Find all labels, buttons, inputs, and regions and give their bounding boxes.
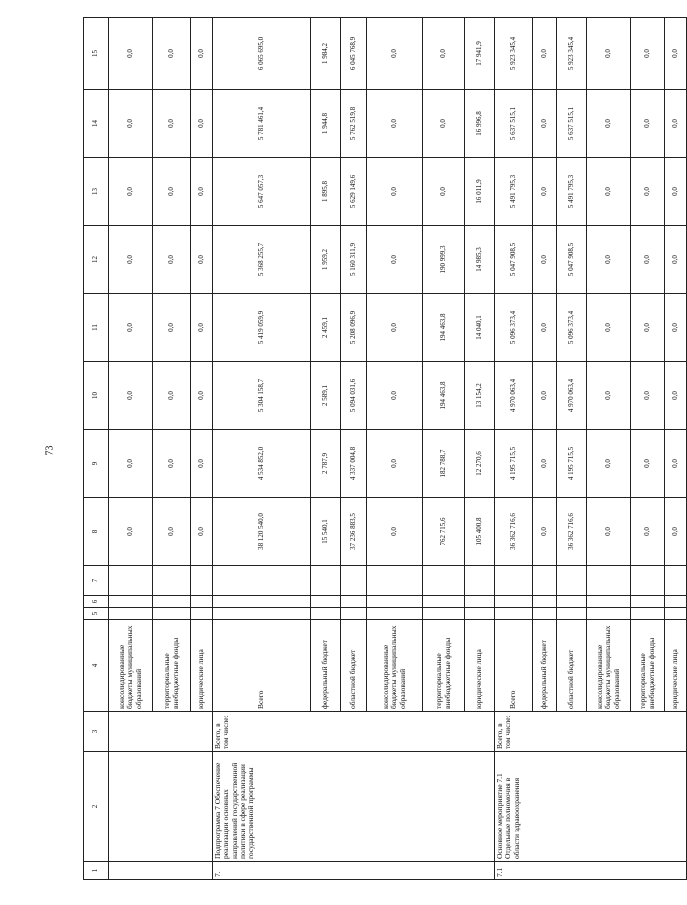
empty-cell xyxy=(533,608,557,620)
value-cell: 0,0 xyxy=(109,294,153,362)
funding-source-label: территориальные внебюджетные фонды xyxy=(631,620,665,712)
value-cell: 5 647 057,3 xyxy=(213,158,311,226)
value-cell: 5 096 373,4 xyxy=(557,294,587,362)
empty-cell xyxy=(557,608,587,620)
program-name: Подпрограмма 7 Обеспечение реализации основных направлений государственной политики в сфере реализации государственной программы xyxy=(213,752,495,862)
value-cell: 5 304 158,7 xyxy=(213,362,311,430)
empty-cell xyxy=(367,608,423,620)
value-cell: 0,0 xyxy=(109,430,153,498)
value-cell: 0,0 xyxy=(533,498,557,566)
empty-cell xyxy=(587,608,631,620)
value-cell: 0,0 xyxy=(533,90,557,158)
empty-cell xyxy=(341,566,367,596)
value-cell: 0,0 xyxy=(587,90,631,158)
value-cell: 36 362 716,6 xyxy=(495,498,533,566)
value-cell: 0,0 xyxy=(423,158,465,226)
column-header: 6 xyxy=(84,596,109,608)
empty-cell xyxy=(631,608,665,620)
value-cell: 0,0 xyxy=(109,362,153,430)
funding-source-label: консолидированные бюджеты муниципальных образований xyxy=(587,620,631,712)
value-cell: 182 788,7 xyxy=(423,430,465,498)
value-cell: 0,0 xyxy=(423,18,465,90)
value-cell: 0,0 xyxy=(533,226,557,294)
empty-cell xyxy=(213,596,311,608)
value-cell: 4 970 063,4 xyxy=(557,362,587,430)
value-cell: 15 540,1 xyxy=(311,498,341,566)
column-header: 4 xyxy=(84,620,109,712)
column-header: 8 xyxy=(84,498,109,566)
table-row xyxy=(495,18,533,880)
empty-cell xyxy=(311,566,341,596)
value-cell: 0,0 xyxy=(533,18,557,90)
funding-source-label: консолидированные бюджеты муниципальных образований xyxy=(109,620,153,712)
empty-cell xyxy=(109,596,153,608)
value-cell: 17 941,9 xyxy=(465,18,495,90)
value-cell: 762 715,6 xyxy=(423,498,465,566)
value-cell: 5 923 345,4 xyxy=(495,18,533,90)
funding-source-label: консолидированные бюджеты муниципальных образований xyxy=(367,620,423,712)
empty-cell xyxy=(311,608,341,620)
value-cell: 0,0 xyxy=(587,226,631,294)
value-cell: 2 459,1 xyxy=(311,294,341,362)
value-cell: 105 400,8 xyxy=(465,498,495,566)
value-cell: 6 065 695,0 xyxy=(213,18,311,90)
table-rotated xyxy=(83,18,680,880)
funding-source-label: Всего xyxy=(213,620,311,712)
value-cell: 0,0 xyxy=(631,430,665,498)
value-cell: 0,0 xyxy=(631,498,665,566)
value-cell: 190 999,3 xyxy=(423,226,465,294)
empty-cell xyxy=(465,566,495,596)
value-cell: 0,0 xyxy=(109,90,153,158)
value-cell: 38 120 540,0 xyxy=(213,498,311,566)
value-cell: 13 154,2 xyxy=(465,362,495,430)
value-cell: 0,0 xyxy=(665,294,687,362)
value-cell: 0,0 xyxy=(665,226,687,294)
value-cell: 5 160 311,9 xyxy=(341,226,367,294)
value-cell: 0,0 xyxy=(367,430,423,498)
budget-table xyxy=(83,17,687,880)
value-cell: 5 637 515,1 xyxy=(557,90,587,158)
table-body xyxy=(84,18,687,880)
value-cell: 0,0 xyxy=(665,18,687,90)
column-header: 1 xyxy=(84,862,109,880)
empty-cell xyxy=(587,566,631,596)
value-cell: 5 096 373,4 xyxy=(495,294,533,362)
value-cell: 1 944,8 xyxy=(311,90,341,158)
program-name xyxy=(109,752,213,862)
program-number: 7.1 xyxy=(495,862,687,880)
funding-source-label: территориальные внебюджетные фонды xyxy=(423,620,465,712)
value-cell: 5 368 255,7 xyxy=(213,226,311,294)
funding-source-label: юридические лица xyxy=(191,620,213,712)
value-cell: 194 463,8 xyxy=(423,294,465,362)
value-cell: 5 491 795,3 xyxy=(557,158,587,226)
empty-cell xyxy=(631,596,665,608)
empty-cell xyxy=(191,596,213,608)
value-cell: 5 762 519,8 xyxy=(341,90,367,158)
value-cell: 6 045 768,9 xyxy=(341,18,367,90)
value-cell: 0,0 xyxy=(191,158,213,226)
column-header: 9 xyxy=(84,430,109,498)
value-cell: 0,0 xyxy=(153,362,191,430)
value-cell: 1 959,2 xyxy=(311,226,341,294)
value-cell: 5 047 908,5 xyxy=(495,226,533,294)
value-cell: 0,0 xyxy=(153,294,191,362)
value-cell: 0,0 xyxy=(153,430,191,498)
funding-source-label: юридические лица xyxy=(465,620,495,712)
empty-cell xyxy=(153,566,191,596)
value-cell: 5 491 795,3 xyxy=(495,158,533,226)
funding-source-label: областной бюджет xyxy=(341,620,367,712)
program-scope: Всего, в том числе: xyxy=(495,712,687,752)
column-header: 3 xyxy=(84,712,109,752)
value-cell: 0,0 xyxy=(153,18,191,90)
program-name: Основное мероприятие 7.1 Отдельные полномочия в области здравоохранения xyxy=(495,752,687,862)
value-cell: 5 208 096,9 xyxy=(341,294,367,362)
value-cell: 0,0 xyxy=(631,158,665,226)
empty-cell xyxy=(495,608,533,620)
column-header: 5 xyxy=(84,608,109,620)
value-cell: 0,0 xyxy=(533,362,557,430)
value-cell: 0,0 xyxy=(533,294,557,362)
value-cell: 0,0 xyxy=(153,226,191,294)
program-number: 7. xyxy=(213,862,495,880)
value-cell: 0,0 xyxy=(587,430,631,498)
empty-cell xyxy=(465,608,495,620)
column-header: 12 xyxy=(84,226,109,294)
value-cell: 0,0 xyxy=(191,90,213,158)
value-cell: 5 629 149,6 xyxy=(341,158,367,226)
value-cell: 14 040,1 xyxy=(465,294,495,362)
value-cell: 4 337 004,8 xyxy=(341,430,367,498)
value-cell: 1 984,2 xyxy=(311,18,341,90)
value-cell: 0,0 xyxy=(665,158,687,226)
empty-cell xyxy=(367,566,423,596)
table-rotation-frame xyxy=(83,18,680,880)
empty-cell xyxy=(153,608,191,620)
empty-cell xyxy=(109,608,153,620)
funding-source-label: федеральный бюджет xyxy=(533,620,557,712)
empty-cell xyxy=(557,566,587,596)
empty-cell xyxy=(213,608,311,620)
empty-cell xyxy=(423,566,465,596)
value-cell: 5 419 059,9 xyxy=(213,294,311,362)
value-cell: 37 236 883,5 xyxy=(341,498,367,566)
value-cell: 0,0 xyxy=(631,294,665,362)
value-cell: 16 996,8 xyxy=(465,90,495,158)
value-cell: 4 970 063,4 xyxy=(495,362,533,430)
value-cell: 5 094 031,6 xyxy=(341,362,367,430)
value-cell: 0,0 xyxy=(153,158,191,226)
column-header: 14 xyxy=(84,90,109,158)
program-scope: Всего, в том числе: xyxy=(213,712,495,752)
value-cell: 4 534 852,0 xyxy=(213,430,311,498)
funding-source-label: областной бюджет xyxy=(557,620,587,712)
value-cell: 0,0 xyxy=(665,362,687,430)
table-row xyxy=(109,18,153,880)
value-cell: 0,0 xyxy=(153,498,191,566)
value-cell: 2 589,1 xyxy=(311,362,341,430)
empty-cell xyxy=(423,608,465,620)
value-cell: 0,0 xyxy=(423,90,465,158)
empty-cell xyxy=(533,596,557,608)
value-cell: 36 362 716,6 xyxy=(557,498,587,566)
value-cell: 16 011,9 xyxy=(465,158,495,226)
value-cell: 0,0 xyxy=(367,90,423,158)
program-number xyxy=(109,862,213,880)
empty-cell xyxy=(495,566,533,596)
empty-cell xyxy=(665,566,687,596)
empty-cell xyxy=(495,596,533,608)
value-cell: 0,0 xyxy=(367,18,423,90)
value-cell: 0,0 xyxy=(533,430,557,498)
value-cell: 1 895,8 xyxy=(311,158,341,226)
value-cell: 0,0 xyxy=(631,18,665,90)
funding-source-label: Всего xyxy=(495,620,533,712)
value-cell: 0,0 xyxy=(367,226,423,294)
value-cell: 2 787,9 xyxy=(311,430,341,498)
value-cell: 0,0 xyxy=(109,498,153,566)
empty-cell xyxy=(557,596,587,608)
value-cell: 0,0 xyxy=(109,226,153,294)
empty-cell xyxy=(533,566,557,596)
column-header: 13 xyxy=(84,158,109,226)
value-cell: 0,0 xyxy=(367,158,423,226)
value-cell: 12 270,6 xyxy=(465,430,495,498)
value-cell: 0,0 xyxy=(665,90,687,158)
funding-source-label: территориальные внебюджетные фонды xyxy=(153,620,191,712)
value-cell: 0,0 xyxy=(191,18,213,90)
empty-cell xyxy=(191,608,213,620)
value-cell: 0,0 xyxy=(587,362,631,430)
empty-cell xyxy=(341,608,367,620)
empty-cell xyxy=(423,596,465,608)
program-scope xyxy=(109,712,213,752)
value-cell: 194 463,8 xyxy=(423,362,465,430)
empty-cell xyxy=(367,596,423,608)
value-cell: 0,0 xyxy=(367,362,423,430)
empty-cell xyxy=(191,566,213,596)
value-cell: 5 781 461,4 xyxy=(213,90,311,158)
empty-cell xyxy=(465,596,495,608)
value-cell: 0,0 xyxy=(109,158,153,226)
value-cell: 0,0 xyxy=(587,498,631,566)
value-cell: 0,0 xyxy=(367,294,423,362)
column-header: 11 xyxy=(84,294,109,362)
value-cell: 0,0 xyxy=(191,362,213,430)
value-cell: 4 195 715,5 xyxy=(495,430,533,498)
empty-cell xyxy=(109,566,153,596)
value-cell: 0,0 xyxy=(153,90,191,158)
column-header: 7 xyxy=(84,566,109,596)
empty-cell xyxy=(587,596,631,608)
page-number: 73 xyxy=(44,445,56,456)
value-cell: 0,0 xyxy=(191,294,213,362)
empty-cell xyxy=(213,566,311,596)
value-cell: 0,0 xyxy=(367,498,423,566)
empty-cell xyxy=(665,608,687,620)
empty-cell xyxy=(631,566,665,596)
table-row xyxy=(213,18,311,880)
column-header: 15 xyxy=(84,18,109,90)
empty-cell xyxy=(153,596,191,608)
value-cell: 5 047 908,5 xyxy=(557,226,587,294)
value-cell: 14 985,3 xyxy=(465,226,495,294)
empty-cell xyxy=(341,596,367,608)
value-cell: 0,0 xyxy=(631,90,665,158)
empty-cell xyxy=(665,596,687,608)
funding-source-label: юридические лица xyxy=(665,620,687,712)
column-header: 2 xyxy=(84,752,109,862)
funding-source-label: федеральный бюджет xyxy=(311,620,341,712)
value-cell: 0,0 xyxy=(533,158,557,226)
value-cell: 0,0 xyxy=(665,498,687,566)
value-cell: 5 637 515,1 xyxy=(495,90,533,158)
header-row xyxy=(84,18,109,880)
value-cell: 0,0 xyxy=(191,226,213,294)
value-cell: 0,0 xyxy=(191,498,213,566)
value-cell: 0,0 xyxy=(587,18,631,90)
value-cell: 0,0 xyxy=(109,18,153,90)
value-cell: 0,0 xyxy=(191,430,213,498)
value-cell: 0,0 xyxy=(631,362,665,430)
value-cell: 0,0 xyxy=(665,430,687,498)
value-cell: 5 923 345,4 xyxy=(557,18,587,90)
value-cell: 4 195 715,5 xyxy=(557,430,587,498)
value-cell: 0,0 xyxy=(631,226,665,294)
empty-cell xyxy=(311,596,341,608)
value-cell: 0,0 xyxy=(587,158,631,226)
column-header: 10 xyxy=(84,362,109,430)
value-cell: 0,0 xyxy=(587,294,631,362)
